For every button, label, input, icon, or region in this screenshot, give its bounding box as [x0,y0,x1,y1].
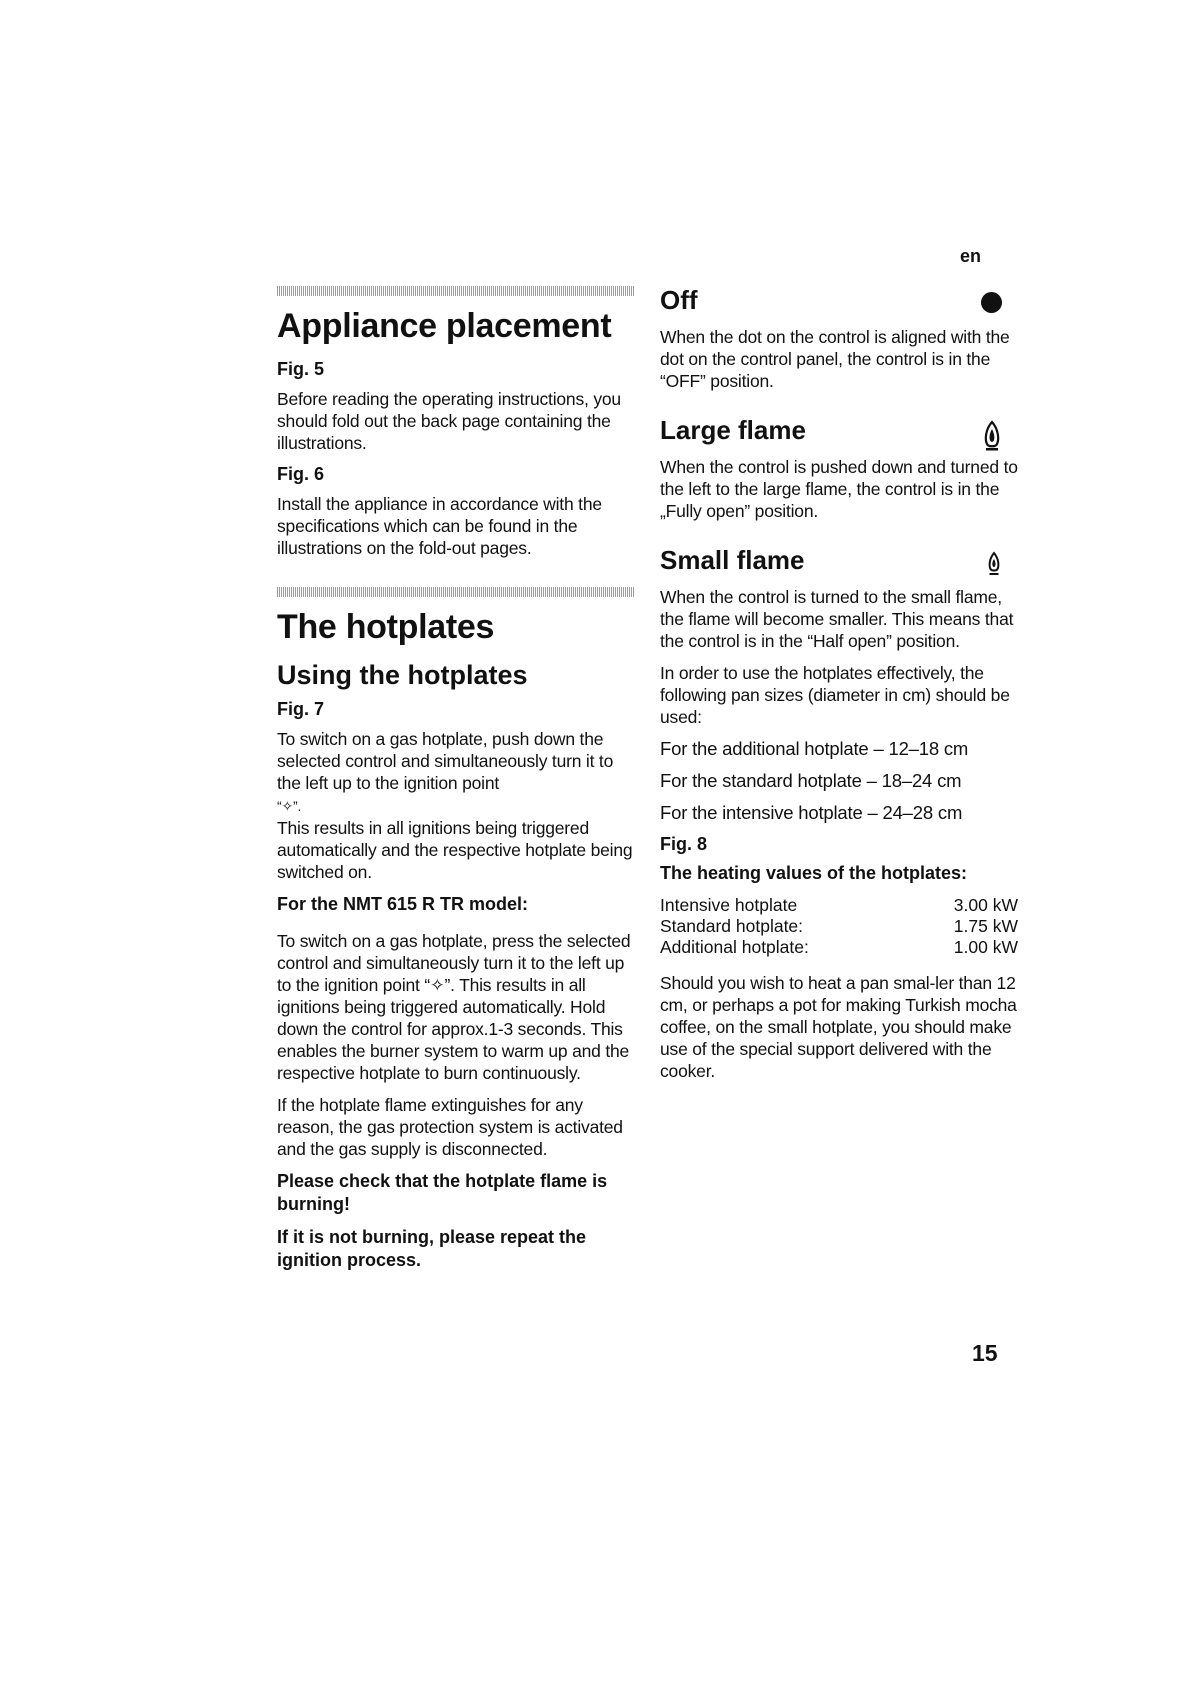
fig-6-label: Fig. 6 [277,463,325,484]
page-number: 15 [972,1340,998,1366]
fig-7-label: Fig. 7 [277,699,325,720]
off-text: When the dot on the control is aligned with the dot on the control panel, the control is in the “OFF” position. [660,326,1010,391]
heating-row [660,895,1018,916]
hotplates-paragraph-3: To switch on a gas hotplate, press the selected control and simultaneously turn it to the left up to the ignition point “✧”. This results in all ignitions being triggered automatically. Hold down the control for approx.1-3 seconds. This enables the burner system to warm up and the respective hotplate to burn continuously. [277,930,631,1083]
fig-5-label: Fig. 5 [277,359,325,380]
off-title: Off [660,285,698,315]
right-column [660,286,1018,1092]
heating-values-heading: The heating values of the hotplates: [660,863,968,884]
pan-size-additional: For the additional hotplate – 12–18 cm [660,737,969,759]
small-flame-icon [986,550,1002,585]
warning-check-flame: Please check that the hotplate flame is burning! [277,1170,608,1214]
pan-size-intensive: For the intensive hotplate – 24–28 cm [660,801,963,823]
heating-value: 3.00 kW [953,895,1018,916]
off-heading [660,286,1018,316]
heating-label: Intensive hotplate [660,895,798,916]
hotplates-paragraph-1-text: To switch on a gas hotplate, push down the selected control and simultaneously turn it to the left up to the ignition point [277,728,614,793]
heating-label: Additional hotplate: [660,937,809,958]
section-divider [277,286,635,296]
heating-values-table [660,895,1018,958]
heating-value: 1.00 kW [953,937,1018,958]
section-title-hotplates: The hotplates [277,607,495,646]
appliance-paragraph-2: Install the appliance in accordance with the specifications which can be found in the illustrations on the fold-out pages. [277,493,602,558]
heating-label: Standard hotplate: [660,916,804,937]
section-title-appliance-placement: Appliance placement [277,307,612,345]
closing-paragraph: Should you wish to heat a pan smal-ler than 12 cm, or perhaps a pot for making Turkish mocha coffee, on the small hotplate, you should make use of the special support delivered with the cooker. [660,973,1017,1082]
large-flame-text: When the control is pushed down and turned to the left to the large flame, the control is in the „Fully open” position. [660,456,1018,521]
language-code: en [960,246,982,266]
heating-value: 1.75 kW [953,916,1018,937]
hotplates-paragraph-4: If the hotplate flame extinguishes for any reason, the gas protection system is activated and the gas supply is disconnected. [277,1094,623,1159]
heating-row [660,916,1018,937]
large-flame-heading [660,416,1018,446]
warning-repeat-ignition: If it is not burning, please repeat the ignition process. [277,1226,587,1270]
dot-icon [981,290,1002,320]
pan-size-standard: For the standard hotplate – 18–24 cm [660,769,962,791]
large-flame-icon [982,420,1002,461]
small-flame-title: Small flame [660,544,805,575]
pan-sizes-intro: In order to use the hotplates effectively, the following pan sizes (diameter in cm) should be used: [660,662,1010,727]
ignition-point-symbol: “✧”. [277,797,302,814]
subsection-title-using-hotplates: Using the hotplates [277,659,528,690]
appliance-paragraph-1: Before reading the operating instructions, you should fold out the back page containing the illustrations. [277,388,621,453]
large-flame-title: Large flame [660,414,806,445]
heating-row [660,937,1018,958]
model-heading: For the NMT 615 R TR model: [277,893,529,914]
hotplates-paragraph-2: This results in all ignitions being triggered automatically and the respective hotplate being switched on. [277,817,633,882]
hotplates-paragraph-1 [277,728,635,817]
section-divider [277,587,635,597]
small-flame-heading [660,546,1018,576]
left-column [277,286,635,1282]
small-flame-text: When the control is turned to the small flame, the flame will become smaller. This means that the control is in the “Half open” position. [660,586,1014,651]
fig-8-label: Fig. 8 [660,833,708,854]
